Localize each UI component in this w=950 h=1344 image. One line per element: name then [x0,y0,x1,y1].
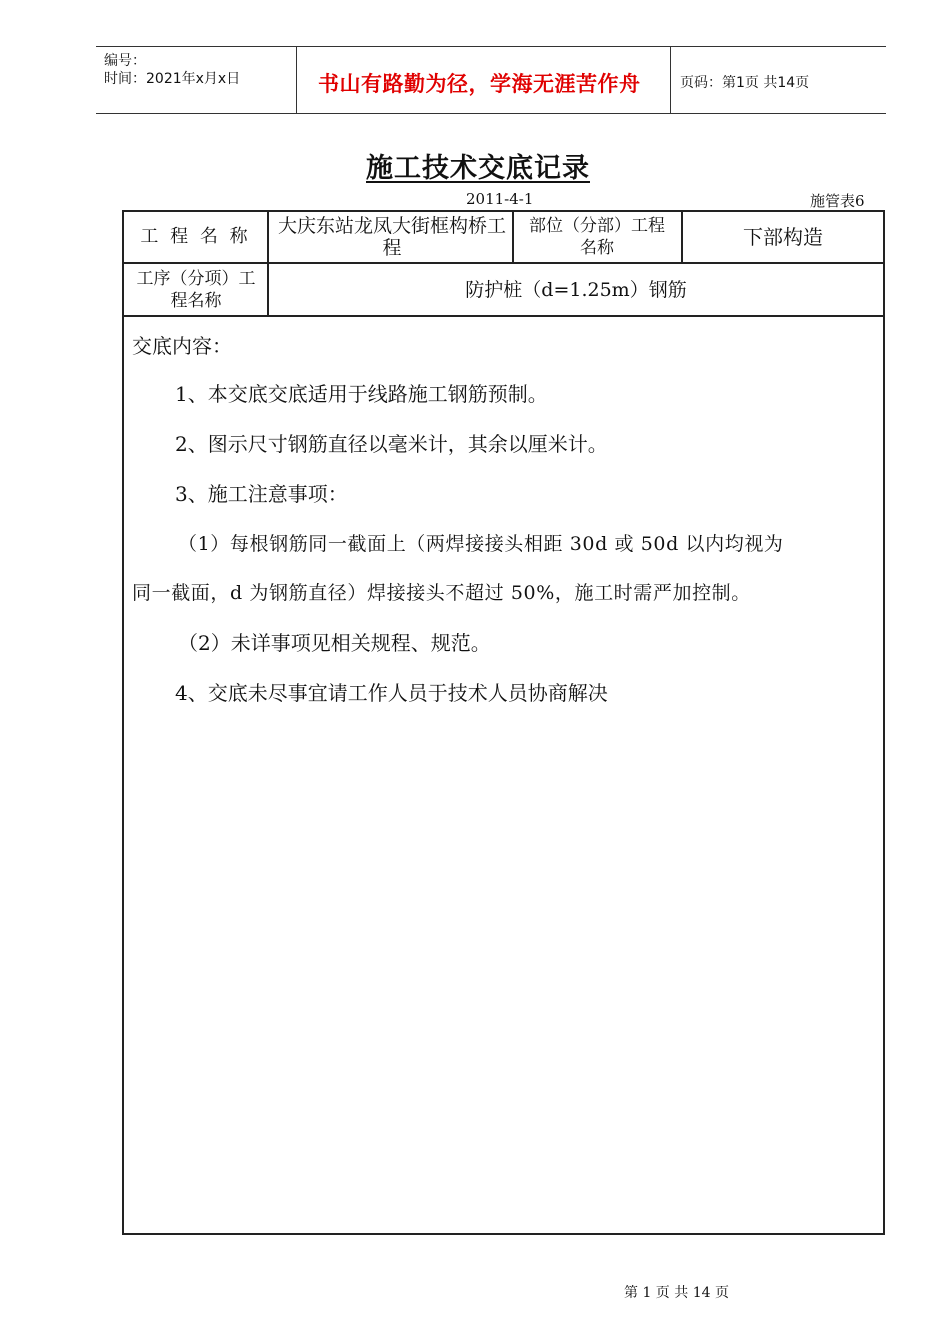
header-bottom-line [96,113,886,114]
content-line-3: 3、施工注意事项： [175,482,348,506]
header-top-line [96,46,886,47]
form-code: 施管表6 [810,192,865,210]
process-label: 工序（分项）工程名称 [136,269,256,311]
process-value: 防护桩（d=1.25m）钢筋 [465,279,687,301]
project-name-value: 大庆东站龙凤大街框构桥工程 [277,215,506,259]
part-value: 下部构造 [743,225,823,249]
header-page-label: 页码：第1页 共14页 [680,75,810,91]
content-line-2: 2、图示尺寸钢筋直径以毫米计，其余以厘米计。 [175,432,608,456]
content-line-4b: 同一截面，d 为钢筋直径）焊接接头不超过 50%，施工时需严加控制。 [132,582,751,604]
content-line-5: （2）未详事项见相关规程、规范。 [178,631,491,655]
header-motto: 书山有路勤为径，学海无涯苦作舟 [318,72,641,96]
part-label: 部位（分部）工程名称 [529,216,665,258]
page-title: 施工技术交底记录 [366,153,590,184]
content-line-1: 1、本交底交底适用于线路施工钢筋预制。 [175,382,548,406]
header-divider-left [296,46,297,114]
footer-page-number: 第 1 页 共 14 页 [624,1285,729,1301]
content-line-6: 4、交底未尽事宜请工作人员于技术人员协商解决 [175,681,608,705]
content-heading: 交底内容： [132,334,232,358]
table-col-line-2 [512,210,514,263]
project-name-label: 工 程 名 称 [140,226,251,247]
content-line-4a: （1）每根钢筋同一截面上（两焊接接头相距 30d 或 50d 以内均视为 [178,533,784,555]
header-number-label: 编号： [104,53,146,69]
table-row-line-1 [122,262,885,264]
table-row-line-2 [122,315,885,317]
disclosure-table [122,210,885,1235]
header-divider-right [670,46,671,114]
header-time-label: 时间：2021年x月x日 [104,71,241,87]
form-date: 2011-4-1 [466,190,534,208]
